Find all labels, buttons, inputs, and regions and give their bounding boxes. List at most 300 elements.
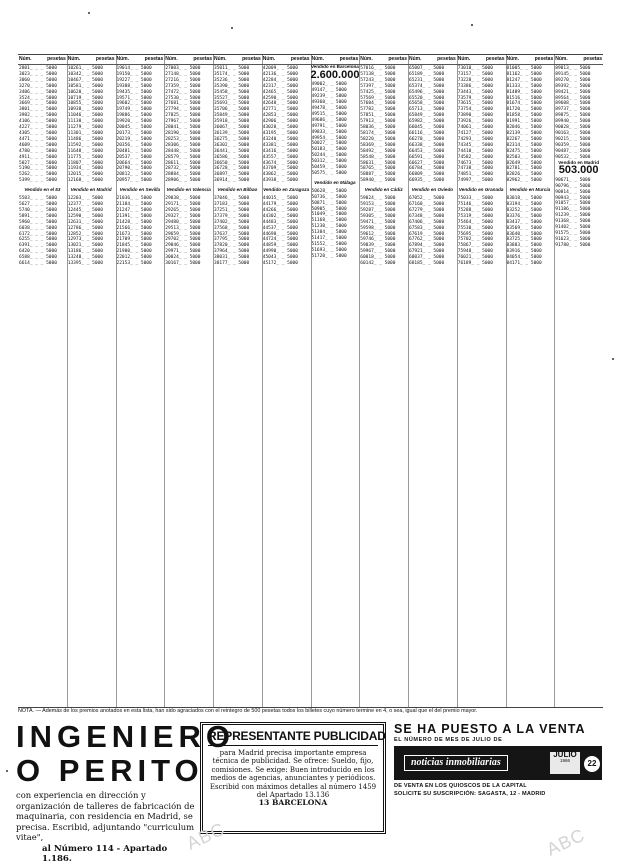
ad-venta-banner: [394, 746, 602, 780]
prize-row: 20481_ _ 5000: [116, 148, 152, 154]
prize-row: 27967_ _ 5000: [165, 119, 201, 125]
prize-row: 58940_ _ 5000: [360, 178, 396, 184]
prize-row: 4609_ _ _ 5000: [19, 142, 57, 148]
prize-row: 74127_ _ 5000: [457, 130, 493, 136]
number-list: [164, 195, 213, 267]
results-column: [262, 55, 312, 707]
prize-row: 28306_ _ 5000: [165, 142, 201, 148]
prize-row: 6420_ _ _ 5000: [19, 249, 57, 255]
prize-row: 42284_ _ 5000: [262, 77, 298, 83]
prize-row: 49833_ _ 5000: [311, 129, 347, 135]
prize-row: 49791_ _ 5000: [311, 123, 347, 129]
prize-row: 59839_ _ 5000: [360, 243, 396, 249]
number-list: [506, 65, 555, 184]
column-header-amount: pesetas: [534, 56, 554, 62]
prize-row: 21036_ _ 5000: [116, 196, 152, 202]
column-header-number: Núm.: [311, 56, 324, 62]
results-column: [18, 55, 68, 707]
column-subheading: Vendido en Valencia: [166, 187, 211, 193]
magazine-logo: noticias inmobiliarias: [404, 755, 508, 771]
prize-row: 57913_ _ 5000: [360, 119, 396, 125]
prize-row: 49239_ _ 5000: [311, 94, 347, 100]
prize-row: 21184_ _ 5000: [116, 202, 152, 208]
prize-row: 50244_ _ 5000: [311, 153, 347, 159]
prize-row: 81005_ _ 5000: [506, 66, 542, 71]
prize-row: 74851_ _ 5000: [457, 172, 493, 178]
prize-row: 51384_ _ 5000: [311, 230, 347, 236]
prize-row: 67160_ _ 5000: [409, 202, 445, 208]
prize-row: 3270_ _ _ 5000: [19, 83, 57, 89]
ad-ingeniero-title-1: INGENIERO: [16, 719, 235, 754]
prize-row: 83252_ _ 5000: [506, 207, 542, 213]
prize-row: 91575_ _ 5000: [555, 231, 591, 237]
prize-row: 59153_ _ 5000: [360, 202, 396, 208]
prize-row: 20173_ _ 5000: [116, 130, 152, 136]
column-header: [506, 55, 555, 65]
prize-row: 44990_ _ 5000: [262, 249, 298, 255]
prize-row: 20045_ _ 5000: [116, 125, 152, 131]
prize-row: 20790_ _ 5000: [116, 166, 152, 172]
prize-row: 50905_ _ 5000: [311, 206, 347, 212]
prize-row: 10620_ _ 5000: [67, 89, 103, 95]
prize-row: 68185_ _ 5000: [409, 261, 445, 267]
column-header-amount: pesetas: [290, 56, 310, 62]
prize-row: 43240_ _ 5000: [262, 136, 298, 142]
prize-row: 42317_ _ 5000: [262, 83, 298, 89]
prize-row: 81333_ _ 5000: [506, 83, 542, 89]
column-header: [554, 55, 603, 65]
prize-row: 90814_ _ 5000: [555, 189, 591, 195]
prize-row: 82267_ _ 5000: [506, 136, 542, 142]
prize-row: 74061_ _ 5000: [457, 125, 493, 131]
prize-row: 13395_ _ 5000: [67, 261, 103, 267]
prize-row: 58492_ _ 5000: [360, 148, 396, 154]
prize-row: 29659_ _ 5000: [165, 231, 201, 237]
ad-representante-text: para Madrid precisa importante empresa técnica de publicidad. Se ofrece: Sueldo, fijo, comisiones. Se exige: Buen introducido en los medios de agencias, anunciantes y periódicos.: [210, 749, 376, 783]
prize-row: 44302_ _ 5000: [262, 213, 298, 219]
prize-row: 43938_ _ 5000: [262, 178, 298, 184]
prize-row: 19227_ _ 5000: [116, 77, 152, 83]
prize-row: 90028_ _ 5000: [555, 125, 591, 131]
results-column: [164, 55, 214, 707]
prize-row: 90359_ _ 5000: [555, 142, 591, 148]
prize-row: 4305_ _ _ 5000: [19, 130, 57, 136]
column-header: [116, 55, 165, 65]
issue-month: JULIO: [553, 750, 577, 759]
prize-row: 3524_ _ _ 5000: [19, 95, 57, 101]
prize-row: 37379_ _ 5000: [214, 213, 250, 219]
prize-row: 44859_ _ 5000: [262, 243, 298, 249]
prize-row: 38177_ _ 5000: [214, 261, 250, 267]
major-prize-label: Vendido en Madrid: [558, 159, 600, 165]
prize-row: 50736_ _ 5000: [311, 194, 347, 200]
issue-number-badge: 22: [584, 756, 600, 772]
prize-row: 89940_ _ 5000: [555, 119, 591, 125]
prize-row: 21845_ _ 5000: [116, 243, 152, 249]
prize-row: 66045_ _ 5000: [409, 125, 445, 131]
column-subheading: Vendido en Bilbao: [217, 187, 258, 193]
prize-row: 49147_ _ 5000: [311, 88, 347, 94]
prize-row: 58174_ _ 5000: [360, 130, 396, 136]
prize-row: 37046_ _ 5000: [214, 196, 250, 202]
prize-row: 11301_ _ 5000: [67, 130, 103, 136]
prize-row: 29327_ _ 5000: [165, 213, 201, 219]
prize-row: 82649_ _ 5000: [506, 160, 542, 166]
prize-row: 76021_ _ 5000: [457, 255, 493, 261]
prize-row: 20537_ _ 5000: [116, 154, 152, 160]
prize-row: 81162_ _ 5000: [506, 71, 542, 77]
prize-row: 36897_ _ 5000: [214, 172, 250, 178]
prize-row: 36139_ _ 5000: [214, 130, 250, 136]
prize-row: 10719_ _ 5000: [67, 95, 103, 101]
prize-row: 27530_ _ 5000: [165, 95, 201, 101]
prize-row: 81247_ _ 5000: [506, 77, 542, 83]
column-header-amount: pesetas: [47, 56, 66, 62]
number-list: [116, 195, 165, 267]
prize-row: 36302_ _ 5000: [214, 142, 250, 148]
column-subheading: Vendido en Málaga: [314, 179, 356, 185]
prize-row: 73443_ _ 5000: [457, 89, 493, 95]
number-list: [457, 195, 506, 267]
prize-row: 75695_ _ 5000: [457, 231, 493, 237]
column-header: [164, 55, 213, 65]
prize-row: 28190_ _ 5000: [165, 130, 201, 136]
prize-row: 27003_ _ 5000: [165, 66, 201, 71]
prize-row: 67279_ _ 5000: [409, 207, 445, 213]
prize-row: 82046_ _ 5000: [506, 125, 542, 131]
prize-row: 73926_ _ 5000: [457, 119, 493, 125]
column-header-number: Núm.: [262, 56, 276, 62]
prize-row: 29846_ _ 5000: [165, 243, 201, 249]
major-prize-label: Vendido en Barcelona: [310, 64, 359, 69]
prize-row: 65496_ _ 5000: [409, 89, 445, 95]
prize-row: 21673_ _ 5000: [116, 231, 152, 237]
prize-row: 28253_ _ 5000: [165, 136, 201, 142]
prize-row: 89608_ _ 5000: [555, 101, 591, 107]
prize-row: 4106_ _ _ 5000: [19, 119, 57, 125]
prize-row: 83640_ _ 5000: [506, 231, 542, 237]
prize-row: 5960_ _ _ 5000: [19, 219, 57, 225]
prize-row: 74293_ _ 5000: [457, 136, 493, 142]
prize-row: 28906_ _ 5000: [165, 178, 201, 184]
prize-row: 73228_ _ 5000: [457, 77, 493, 83]
ad-ingeniero-title-2: O PERITO: [16, 753, 204, 788]
column-header-amount: pesetas: [193, 56, 212, 62]
prize-row: 4911_ _ _ 5000: [19, 154, 57, 160]
prize-row: 73386_ _ 5000: [457, 83, 493, 89]
prize-row: 75033_ _ 5000: [457, 196, 493, 202]
prize-row: 83725_ _ 5000: [506, 237, 542, 243]
prize-row: 49515_ _ 5000: [311, 111, 347, 117]
prize-row: 11130_ _ 5000: [67, 119, 103, 125]
prize-row: 36067_ _ 5000: [214, 125, 250, 131]
prize-row: 83376_ _ 5000: [506, 213, 542, 219]
prize-row: 27359_ _ 5000: [165, 83, 201, 89]
prize-row: 82962_ _ 5000: [506, 178, 542, 184]
prize-row: 22012_ _ 5000: [116, 255, 152, 261]
prize-row: 66270_ _ 5000: [409, 136, 445, 142]
prize-row: 29513_ _ 5000: [165, 225, 201, 231]
column-header: [67, 55, 116, 65]
prize-row: 12852_ _ 5000: [67, 231, 103, 237]
prize-row: 35849_ _ 5000: [214, 113, 250, 119]
prize-row: 6391_ _ _ 5000: [19, 243, 57, 249]
prize-row: 90215_ _ 5000: [555, 136, 591, 142]
prize-row: 42590_ _ 5000: [262, 95, 298, 101]
prize-row: 89270_ _ 5000: [555, 77, 591, 83]
prize-row: 30024_ _ 5000: [165, 255, 201, 261]
prize-row: 12786_ _ 5000: [67, 225, 103, 231]
prize-row: 42906_ _ 5000: [262, 119, 298, 125]
prize-row: 43381_ _ 5000: [262, 142, 298, 148]
prize-row: 27794_ _ 5000: [165, 107, 201, 113]
results-column: [359, 55, 409, 707]
prize-row: 49002_ _ 5000: [311, 82, 347, 88]
prize-row: 43674_ _ 5000: [262, 160, 298, 166]
prize-row: 21566_ _ 5000: [116, 225, 152, 231]
prize-row: 75530_ _ 5000: [457, 225, 493, 231]
prize-row: 3060_ _ _ 5000: [19, 77, 57, 83]
prize-row: 59024_ _ 5000: [360, 196, 396, 202]
prize-row: 3982_ _ _ 5000: [19, 113, 57, 119]
prize-row: 51552_ _ 5000: [311, 242, 347, 248]
prize-row: 57604_ _ 5000: [360, 101, 396, 107]
column-header-amount: pesetas: [339, 56, 359, 62]
results-column: [67, 55, 117, 707]
prize-row: 28884_ _ 5000: [165, 172, 201, 178]
prize-row: 43195_ _ 5000: [262, 130, 298, 136]
prize-row: 42648_ _ 5000: [262, 101, 298, 107]
major-prize: [311, 65, 360, 81]
column-subheading: Vendido en Sevilla: [119, 187, 161, 193]
print-speck: [612, 358, 614, 360]
prize-row: 6172_ _ _ 5000: [19, 231, 57, 237]
prize-row: 90943_ _ 5000: [555, 195, 591, 201]
prize-row: 22153_ _ 5000: [116, 261, 152, 267]
prize-row: 37568_ _ 5000: [214, 225, 250, 231]
prize-row: 59967_ _ 5000: [360, 249, 396, 255]
prize-row: 29038_ _ 5000: [165, 196, 201, 202]
print-speck: [231, 27, 233, 29]
prize-row: 90163_ _ 5000: [555, 130, 591, 136]
prize-row: 82826_ _ 5000: [506, 172, 542, 178]
number-list: [18, 65, 67, 184]
prize-row: 21247_ _ 5000: [116, 207, 152, 213]
prize-row: 58548_ _ 5000: [360, 154, 396, 160]
ad-ingeniero-footer: al Número 114 - Apartado 1.186.: [42, 843, 168, 864]
prize-row: 82139_ _ 5000: [506, 130, 542, 136]
prize-row: 5190_ _ _ 5000: [19, 166, 57, 172]
prize-row: 89875_ _ 5000: [555, 113, 591, 119]
prize-row: 59305_ _ 5000: [360, 213, 396, 219]
ad-venta-title: SE HA PUESTO A LA VENTA: [394, 722, 586, 736]
prize-row: 6614_ _ _ 5000: [19, 261, 57, 267]
prize-row: 90532_ _ 5000: [555, 154, 591, 160]
prize-row: 19435_ _ 5000: [116, 89, 152, 95]
prize-row: 20957_ _ 5000: [116, 178, 152, 184]
prize-row: 66809_ _ 5000: [409, 172, 445, 178]
prize-row: 42009_ _ 5000: [262, 66, 298, 71]
prize-row: 35011_ _ 5000: [214, 66, 250, 71]
prize-row: 74738_ _ 5000: [457, 166, 493, 172]
prize-row: 59287_ _ 5000: [360, 207, 396, 213]
prize-row: 75702_ _ 5000: [457, 237, 493, 243]
prize-row: 82475_ _ 5000: [506, 148, 542, 154]
prize-row: 66116_ _ 5000: [409, 130, 445, 136]
prize-row: 75146_ _ 5000: [457, 202, 493, 208]
prize-row: 74673_ _ 5000: [457, 160, 493, 166]
prize-row: 12445_ _ 5000: [67, 207, 103, 213]
number-list: [18, 195, 67, 267]
column-header-number: Núm.: [116, 56, 129, 62]
prize-row: 57851_ _ 5000: [360, 113, 396, 119]
column-header-number: Núm.: [19, 56, 32, 62]
prize-row: 13186_ _ 5000: [67, 249, 103, 255]
prize-row: 4471_ _ _ 5000: [19, 136, 57, 142]
column-header-amount: pesetas: [388, 56, 407, 62]
prize-row: 19749_ _ 5000: [116, 107, 152, 113]
column-header: [18, 55, 67, 65]
number-list: [457, 65, 506, 184]
column-subheading: Vendido en Murcia: [509, 187, 551, 193]
ad-representante-body: [208, 749, 378, 808]
column-header-number: Núm.: [360, 56, 373, 62]
prize-row: 51693_ _ 5000: [311, 247, 347, 253]
prize-row: 35174_ _ 5000: [214, 71, 250, 77]
column-header-amount: pesetas: [95, 56, 115, 62]
print-speck: [6, 770, 8, 772]
prize-row: 42771_ _ 5000: [262, 107, 298, 113]
watermark-1: ABC: [183, 818, 229, 854]
column-subheading: Vendido en Zaragoza: [263, 187, 310, 193]
prize-row: 60142_ _ 5000: [360, 261, 396, 267]
prize-row: 12168_ _ 5000: [67, 178, 103, 184]
prize-row: 42465_ _ 5000: [262, 89, 298, 95]
prize-row: 67348_ _ 5000: [409, 213, 445, 219]
prize-row: 43862_ _ 5000: [262, 172, 298, 178]
prize-row: 89737_ _ 5000: [555, 107, 591, 113]
prize-row: 5262_ _ _ 5000: [19, 172, 57, 178]
number-list: [67, 195, 116, 267]
prize-row: 20812_ _ 5000: [116, 172, 152, 178]
prize-row: 11934_ _ 5000: [67, 166, 103, 172]
prize-row: 29265_ _ 5000: [165, 207, 201, 213]
number-list: [213, 65, 262, 184]
results-column: [506, 55, 556, 707]
prize-row: 42136_ _ 5000: [262, 71, 298, 77]
prize-row: 89145_ _ 5000: [555, 71, 591, 77]
watermark-2: ABC: [543, 824, 589, 860]
prize-row: 20219_ _ 5000: [116, 136, 152, 142]
prize-row: 81674_ _ 5000: [506, 101, 542, 107]
prize-row: 35458_ _ 5000: [214, 89, 250, 95]
prize-row: 11046_ _ 5000: [67, 113, 103, 119]
prize-row: 29702_ _ 5000: [165, 237, 201, 243]
prize-row: 5399_ _ _ 5000: [19, 178, 57, 184]
number-list: [359, 195, 408, 267]
prize-row: 75288_ _ 5000: [457, 207, 493, 213]
prize-row: 65849_ _ 5000: [409, 113, 445, 119]
prize-row: 68037_ _ 5000: [409, 255, 445, 261]
prize-row: 89564_ _ 5000: [555, 95, 591, 101]
issue-year: 1966: [559, 758, 570, 763]
column-header-amount: pesetas: [437, 56, 456, 62]
prize-row: 89392_ _ 5000: [555, 83, 591, 89]
ad-venta: [394, 722, 602, 808]
prize-row: 27472_ _ 5000: [165, 89, 201, 95]
prize-row: 50312_ _ 5000: [311, 159, 347, 165]
number-list: [67, 65, 116, 184]
column-header-number: Núm.: [67, 56, 81, 62]
prize-row: 67619_ _ 5000: [409, 231, 445, 237]
prize-row: 58036_ _ 5000: [360, 125, 396, 131]
prize-row: 65520_ _ 5000: [409, 95, 445, 101]
prize-row: 59598_ _ 5000: [360, 225, 396, 231]
prize-row: 81516_ _ 5000: [506, 95, 542, 101]
prize-row: 12590_ _ 5000: [67, 213, 103, 219]
prize-row: 27148_ _ 5000: [165, 71, 201, 77]
prize-row: 29971_ _ 5000: [165, 249, 201, 255]
column-header-amount: pesetas: [485, 56, 505, 62]
prize-row: 37964_ _ 5000: [214, 249, 250, 255]
prize-row: 36441_ _ 5000: [214, 148, 250, 154]
lottery-results-table: [18, 54, 603, 708]
number-list: [554, 65, 603, 161]
prize-row: 20664_ _ 5000: [116, 160, 152, 166]
column-header-amount: pesetas: [583, 56, 602, 62]
prize-row: 10261_ _ 5000: [67, 66, 103, 71]
prize-row: 73010_ _ 5000: [457, 66, 493, 71]
prize-row: 11648_ _ 5000: [67, 148, 103, 154]
prize-row: 91623_ _ 5000: [555, 236, 591, 242]
prize-row: 59612_ _ 5000: [360, 231, 396, 237]
prize-row: 21980_ _ 5000: [116, 249, 152, 255]
prize-row: 28579_ _ 5000: [165, 154, 201, 160]
number-list: [408, 195, 457, 267]
number-list: [408, 65, 457, 184]
prize-row: 45172_ _ 5000: [262, 261, 298, 267]
prize-row: 28041_ _ 5000: [165, 125, 201, 131]
prize-row: 66453_ _ 5000: [409, 148, 445, 154]
prize-row: 4780_ _ _ 5000: [19, 148, 57, 154]
column-header: [408, 55, 457, 65]
prize-row: 50628_ _ 5000: [311, 188, 347, 194]
prize-row: 44698_ _ 5000: [262, 231, 298, 237]
results-column: [554, 55, 603, 707]
prize-row: 82314_ _ 5000: [506, 142, 542, 148]
prize-row: 49686_ _ 5000: [311, 117, 347, 123]
column-subheading: Vendido en Granada: [458, 187, 504, 193]
prize-row: 84054_ _ 5000: [506, 255, 542, 261]
prize-row: 29480_ _ 5000: [165, 219, 201, 225]
prize-row: 37820_ _ 5000: [214, 243, 250, 249]
prize-row: 20356_ _ 5000: [116, 142, 152, 148]
prize-row: 29171_ _ 5000: [165, 202, 201, 208]
prize-row: 51417_ _ 5000: [311, 236, 347, 242]
prize-row: 6255_ _ _ 5000: [19, 237, 57, 243]
prize-row: 27681_ _ 5000: [165, 101, 201, 107]
column-subheading: Vendido en Madrid: [70, 187, 112, 193]
prize-row: 36650_ _ 5000: [214, 160, 250, 166]
prize-row: 67052_ _ 5000: [409, 196, 445, 202]
prize-row: 57569_ _ 5000: [360, 95, 396, 101]
prize-row: 11592_ _ 5000: [67, 142, 103, 148]
prize-row: 58369_ _ 5000: [360, 142, 396, 148]
column-header: [262, 55, 311, 65]
prize-row: 75464_ _ 5000: [457, 219, 493, 225]
prize-row: 81858_ _ 5000: [506, 113, 542, 119]
prize-row: 83883_ _ 5000: [506, 243, 542, 249]
